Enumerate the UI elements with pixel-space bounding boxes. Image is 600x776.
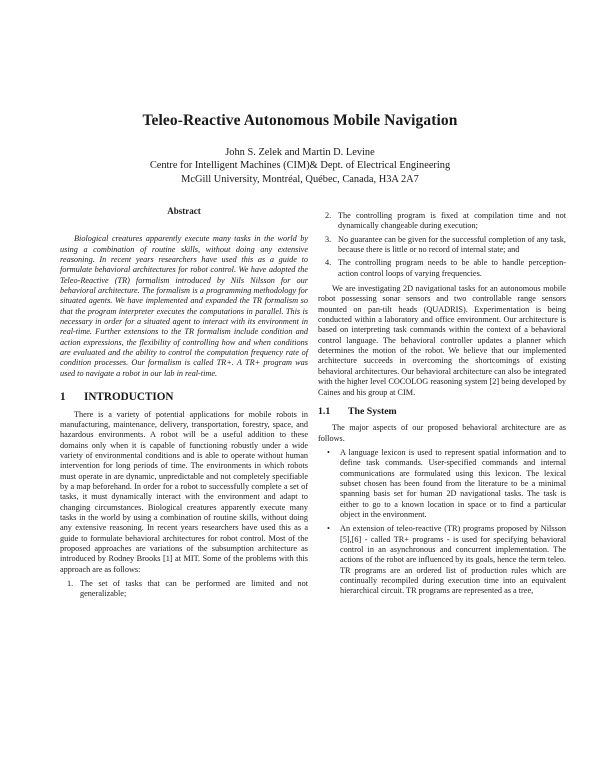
right-column bbox=[318, 211, 566, 601]
intro-paragraph: There is a variety of potential applications for mobile robots in manufacturing, maintenance, delivery, transportation, forestry, space, and hazardous environments. A robot will be a useful addition to these domains only when it is capable of functioning robustly under a wide variety of environmental conditions and is able to operate without human intervention for long periods of time. The environments in which robots must operate in are dynamic, unpredictable and not completely specifiable by a map beforehand. In order for a robot to successfully complete a set of tasks, it must dynamically interact with the environment and adapt to changing circumstances. Biological creatures apparently execute many tasks in the world by using a combination of routine skills, without doing any extensive reasoning. In recent years researchers have used this as a guide to formulate behavioral architectures for robot control. Most of the proposed approaches are variations of the subsumption architecture as introduced by Rodney Brooks [1] at MIT. Some of the problems with this approach are as follows: bbox=[60, 409, 308, 574]
list-item-text: The controlling program is fixed at compilation time and not dynamically changeable during execution; bbox=[338, 211, 566, 231]
list-item bbox=[318, 448, 566, 520]
list-item bbox=[60, 579, 308, 600]
problem-list-continued bbox=[318, 211, 566, 279]
list-item-number: 4. bbox=[325, 258, 332, 268]
left-column bbox=[60, 206, 308, 605]
bullet-icon: • bbox=[327, 524, 330, 534]
investigation-paragraph: We are investigating 2D navigational tasks for an autonomous mobile robot possessing sonar sensors and two controllable range sensors mounted on pan-tilt heads (QUADRIS). Experimentation is being conducted within a laboratory and office environment. Our architecture is based on interpreting task commands within the context of a behavioral control language. The behavioral controller updates a planner which determines the motion of the robot. We believe that our implemented architecture succeeds in overcoming the shortcomings of existing behavioral architectures. Our behavioral architecture can also be integrated with the higher level COCOLOG reasoning system [2] being developed by Caines and his group at CIM. bbox=[318, 284, 566, 397]
subsection-heading bbox=[318, 407, 566, 417]
list-item-number: 3. bbox=[325, 234, 332, 244]
abstract-text: Biological creatures apparently execute many tasks in the world by using a combination of routine skills, without doing any extensive reasoning. In recent years researchers have used this as a guide to formulate behavioral architectures for robot control. We have adopted the Teleo-Reactive (TR) formalism introduced by Nils Nilsson for our behavioral architecture. The formalism is a programming methodology for situated agents. We have implemented and expanded the TR formalism so that the program interpreter executes the computations in parallel. This is necessary in order for a situated agent to interact with its environment in real-time. Further extensions to the TR formalism include condition and action expressions, the flexibility of controlling how and when conditions are evaluated and the ability to control the computation frequency rate of condition processes. Our formalism is called TR+. A TR+ program was used to navigate a robot in our lab in real-time. bbox=[60, 234, 308, 378]
affiliation-line-1: Centre for Intelligent Machines (CIM)& Dept. of Electrical Engineering bbox=[149, 160, 451, 172]
system-intro-paragraph: The major aspects of our proposed behavioral architecture are as follows. bbox=[318, 423, 566, 443]
subsection-number: 1.1 bbox=[318, 405, 331, 417]
list-item-text: The controlling program needs to be able to handle perception-action control loops of varying frequencies. bbox=[338, 258, 566, 278]
author-block bbox=[0, 146, 600, 186]
list-item bbox=[318, 211, 566, 232]
abstract-heading: Abstract bbox=[167, 206, 201, 216]
list-item bbox=[318, 258, 566, 279]
list-item-number: 1. bbox=[67, 579, 74, 588]
author-names: John S. Zelek and Martin D. Levine bbox=[225, 147, 375, 158]
section-heading bbox=[60, 392, 308, 402]
list-item bbox=[318, 524, 566, 596]
bullet-icon: • bbox=[327, 447, 330, 457]
bullet-text: An extension of teleo-reactive (TR) programs proposed by Nilsson [5],[6] - called TR+ programs - is used for specifying behavioral control in an asynchronous and concurrent implementation. The actions of the robot are influenced by its goals, hence the term teleo. TR programs are an ordered list of production rules which are continually recompiled during execution time into an equivalent hierarchical circuit. TR programs are represented as a tree, bbox=[340, 524, 566, 596]
list-item-number: 2. bbox=[325, 211, 332, 220]
list-item-text: The set of tasks that can be performed are limited and not generalizable; bbox=[80, 579, 308, 599]
section-number: 1 bbox=[60, 391, 66, 404]
list-item bbox=[318, 235, 566, 256]
problem-list bbox=[60, 579, 308, 600]
section-title: INTRODUCTION bbox=[84, 391, 174, 404]
affiliation-line-2: McGill University, Montréal, Québec, Canada, H3A 2A7 bbox=[181, 173, 419, 185]
paper-title: Teleo-Reactive Autonomous Mobile Navigation bbox=[142, 112, 458, 129]
subsection-title: The System bbox=[348, 405, 397, 417]
bullet-text: A language lexicon is used to represent spatial information and to define task commands. User-specified commands and internal communications are formulated using this lexicon. The lexical subset chosen has been found from the literature to be a minimal spanning basis set for human 2D navigational tasks. The task is either to go to a known location in space or to find a particular object in the environment. bbox=[340, 447, 566, 519]
system-bullet-list bbox=[318, 448, 566, 597]
list-item-text: No guarantee can be given for the successful completion of any task, because there is little or no record of internal state; and bbox=[338, 234, 566, 255]
